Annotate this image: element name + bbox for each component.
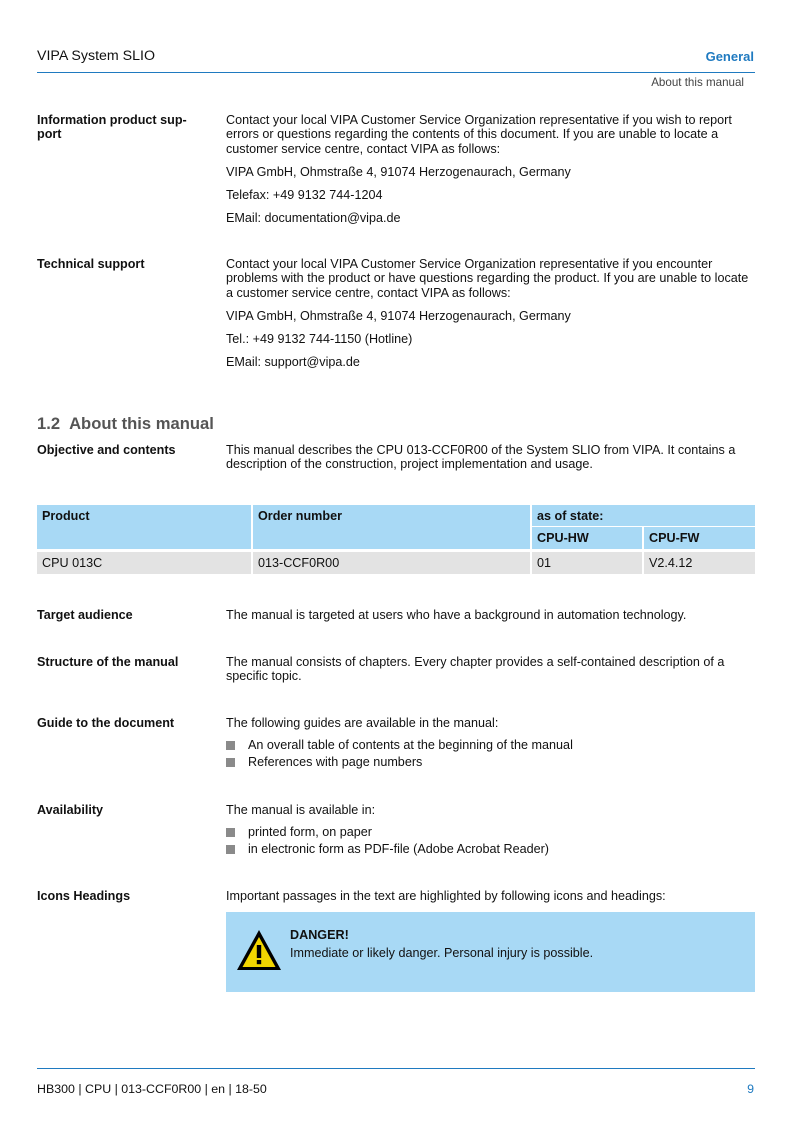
tech-support-address: VIPA GmbH, Ohmstraße 4, 91074 Herzogenaurach, Germany xyxy=(226,308,571,323)
list-item: References with page numbers xyxy=(226,754,756,771)
tech-support-label: Technical support xyxy=(37,257,145,271)
availability-list xyxy=(226,824,756,858)
objective-text: This manual describes the CPU 013-CCF0R00 of the System SLIO from VIPA. It contains a description of the construction, project implementation and usage. xyxy=(226,443,736,472)
info-support-body xyxy=(226,113,756,225)
list-item: An overall table of contents at the beginning of the manual xyxy=(226,737,756,754)
objective-label: Objective and contents xyxy=(37,443,176,457)
footer-doc-reference: HB300 | CPU | 013-CCF0R00 | en | 18-50 xyxy=(37,1082,267,1096)
info-support-email: EMail: documentation@vipa.de xyxy=(226,210,401,225)
table-header-order-number: Order number xyxy=(253,505,530,549)
audience-text: The manual is targeted at users who have a background in automation technology. xyxy=(226,608,687,622)
document-title: VIPA System SLIO xyxy=(37,48,156,64)
table-header-cpu-fw: CPU-FW xyxy=(644,527,755,549)
table-cell-cpu-fw: V2.4.12 xyxy=(644,552,755,574)
tech-support-email: EMail: support@vipa.de xyxy=(226,354,360,369)
info-support-text: Contact your local VIPA Customer Service Organization representative if you wish to report errors or questions regarding the contents of this document. If you are unable to locate a customer service centre, contact VIPA as follows: xyxy=(226,113,732,156)
list-item: in electronic form as PDF-file (Adobe Acrobat Reader) xyxy=(226,841,756,858)
list-item: printed form, on paper xyxy=(226,824,756,841)
info-support-address: VIPA GmbH, Ohmstraße 4, 91074 Herzogenaurach, Germany xyxy=(226,164,571,179)
guide-body xyxy=(226,716,756,771)
table-header-state: as of state: xyxy=(532,505,755,526)
audience-label: Target audience xyxy=(37,608,133,622)
danger-title: DANGER! xyxy=(290,928,349,942)
table-cell-product: CPU 013C xyxy=(37,552,251,574)
table-cell-cpu-hw: 01 xyxy=(532,552,642,574)
icons-label: Icons Headings xyxy=(37,889,131,903)
availability-intro: The manual is available in: xyxy=(226,803,376,817)
section-title: About this manual xyxy=(69,414,214,433)
table-cell-order-number: 013-CCF0R00 xyxy=(253,552,530,574)
info-support-fax: Telefax: +49 9132 744-1204 xyxy=(226,187,383,202)
structure-text: The manual consists of chapters. Every chapter provides a self-contained description of a specific topic. xyxy=(226,655,725,684)
table-header-cpu-hw: CPU-HW xyxy=(532,527,642,549)
guide-list xyxy=(226,737,756,771)
tech-support-text: Contact your local VIPA Customer Service Organization representative if you encounter problems with the product or have questions regarding the product. If you are unable to locate a customer service centre, contact VIPA as follows: xyxy=(226,257,749,300)
page-number: 9 xyxy=(747,1082,754,1096)
section-heading xyxy=(37,414,223,434)
icons-intro: Important passages in the text are highlighted by following icons and headings: xyxy=(226,889,666,903)
structure-label: Structure of the manual xyxy=(37,655,179,669)
tech-support-body xyxy=(226,257,756,369)
footer-divider xyxy=(37,1068,755,1069)
chapter-title: General xyxy=(705,49,754,64)
danger-notice xyxy=(226,912,755,992)
guide-intro: The following guides are available in the manual: xyxy=(226,716,499,730)
guide-label: Guide to the document xyxy=(37,716,175,730)
danger-text: Immediate or likely danger. Personal injury is possible. xyxy=(290,946,594,960)
header-divider xyxy=(37,72,755,73)
warning-triangle-icon xyxy=(235,928,283,972)
tech-support-phone: Tel.: +49 9132 744-1150 (Hotline) xyxy=(226,331,413,346)
availability-body xyxy=(226,803,756,858)
table-header-product: Product xyxy=(37,505,251,549)
subsection-title: About this manual xyxy=(651,76,744,89)
availability-label: Availability xyxy=(37,803,104,817)
section-number: 1.2 xyxy=(37,414,61,433)
info-support-label: Information product sup- port xyxy=(37,113,187,141)
